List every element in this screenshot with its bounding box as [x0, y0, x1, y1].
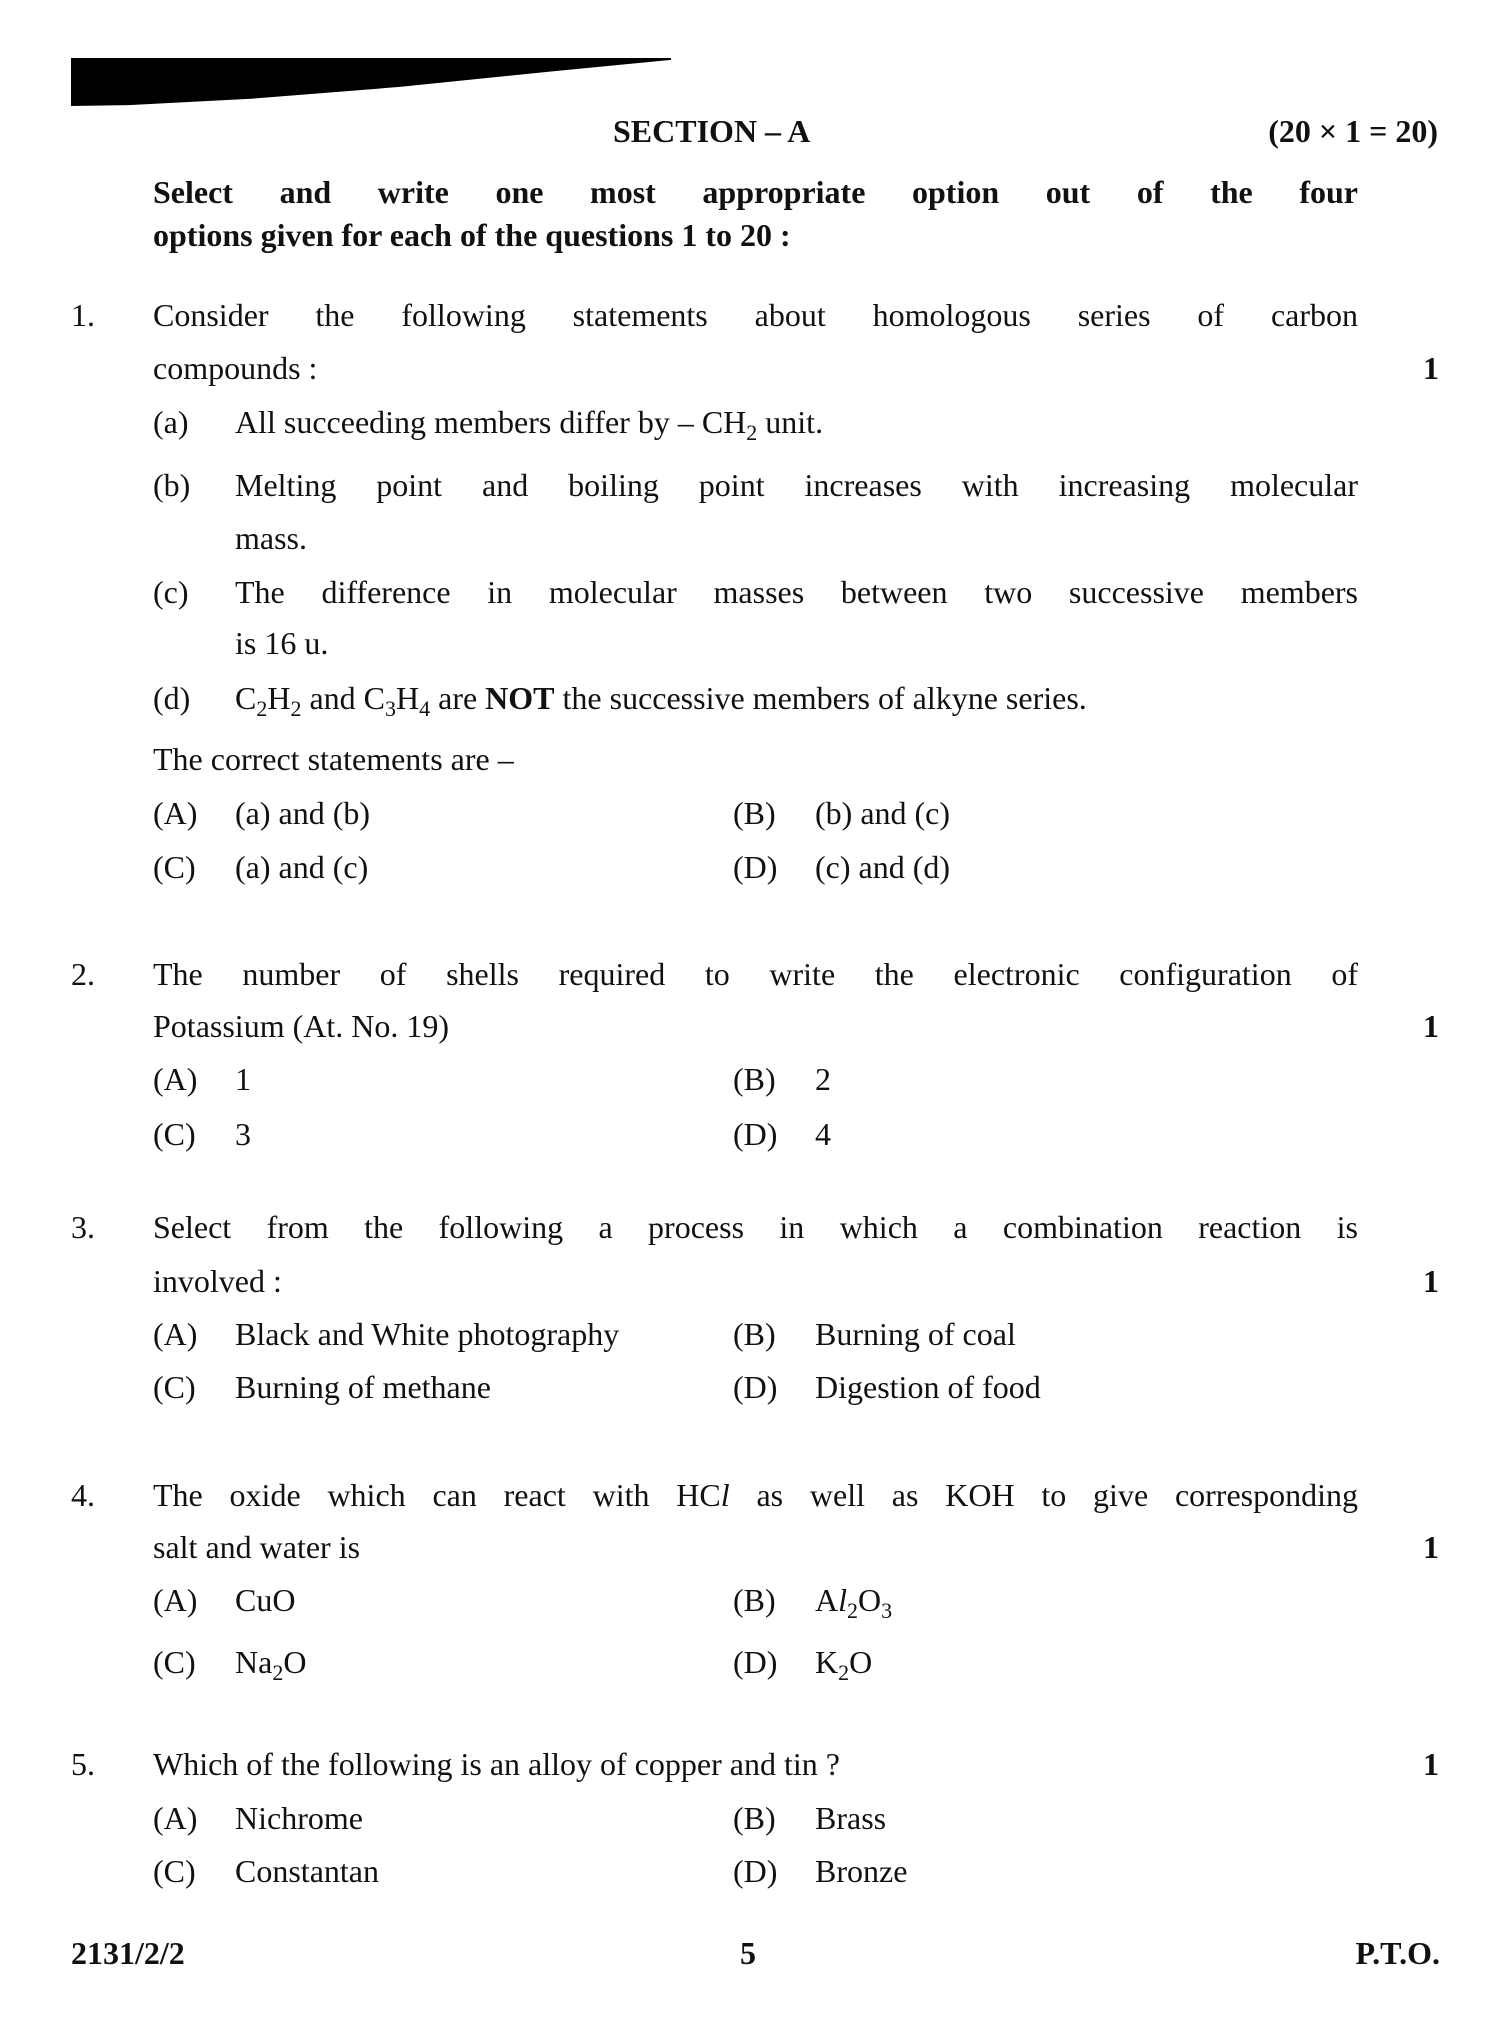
- option-d: (c) and (d): [815, 849, 951, 885]
- statement-d: [235, 678, 1087, 721]
- option-label: (C): [153, 1644, 196, 1680]
- option-b: (b) and (c): [815, 795, 951, 831]
- option-c: Constantan: [235, 1853, 379, 1889]
- option-label: (C): [153, 1853, 196, 1889]
- option-c: (a) and (c): [235, 849, 369, 885]
- section-title: SECTION – A: [613, 113, 811, 149]
- option-label: (D): [733, 1853, 778, 1889]
- question-number: 2.: [71, 956, 95, 992]
- option-a: CuO: [235, 1582, 296, 1618]
- subscript: 2: [746, 420, 758, 445]
- question-prompt: The correct statements are –: [153, 741, 514, 777]
- question-mark: 1: [1423, 350, 1439, 386]
- formula-text: O: [849, 1644, 873, 1680]
- statement-label: (b): [153, 467, 191, 503]
- option-label: (B): [733, 1800, 776, 1836]
- option-label: (C): [153, 1369, 196, 1405]
- question-mark: 1: [1423, 1746, 1439, 1782]
- question-stem-line-1: The number of shells required to write the electronic configuration of: [153, 956, 1358, 992]
- statement-text: All succeeding members differ by – CH: [235, 404, 747, 440]
- option-a: Black and White photography: [235, 1316, 620, 1352]
- option-label: (A): [153, 1800, 198, 1836]
- question-stem-line-1: [153, 1475, 1358, 1515]
- marks-scheme: (20 × 1 = 20): [1268, 113, 1438, 149]
- question-mark: 1: [1423, 1263, 1439, 1299]
- option-label: (A): [153, 1316, 198, 1352]
- option-label: (C): [153, 1116, 196, 1152]
- option-label: (B): [733, 1582, 776, 1618]
- option-c: Burning of methane: [235, 1369, 491, 1405]
- statement-text: the successive members of alkyne series.: [554, 680, 1087, 716]
- page-number: 5: [740, 1935, 756, 1971]
- formula-text: A: [815, 1582, 839, 1618]
- subscript: 3: [385, 696, 396, 721]
- redaction-bar: [71, 58, 671, 106]
- statement-c-line-2: is 16 u.: [235, 625, 329, 661]
- question-number: 4.: [71, 1477, 95, 1513]
- question-mark: 1: [1423, 1529, 1439, 1565]
- statement-b-line-1: Melting point and boiling point increases with increasing molecular: [235, 467, 1358, 503]
- option-c: 3: [235, 1116, 251, 1152]
- emphasis-not: NOT: [485, 680, 555, 716]
- formula-text: Na: [235, 1644, 273, 1680]
- formula-text: C: [235, 680, 257, 716]
- option-label: (C): [153, 849, 196, 885]
- stem-text: The oxide which can react with HC: [153, 1477, 721, 1513]
- subscript: 2: [272, 1660, 284, 1685]
- formula-text: and C: [301, 680, 385, 716]
- question-stem-line-1: Select from the following a process in which a combination reaction is: [153, 1209, 1358, 1245]
- statement-a: [235, 402, 824, 445]
- option-b: 2: [815, 1061, 831, 1097]
- statement-label: (a): [153, 404, 189, 440]
- question-stem-line-2: compounds :: [153, 350, 318, 386]
- formula-text: H: [267, 680, 291, 716]
- option-label: (B): [733, 1061, 776, 1097]
- instruction-line-2: options given for each of the questions 1 to 20 :: [153, 217, 791, 253]
- paper-code: 2131/2/2: [71, 1935, 185, 1971]
- italic-l: l: [838, 1582, 847, 1618]
- option-label: (D): [733, 1644, 778, 1680]
- option-c: [235, 1642, 307, 1685]
- statement-c-line-1: The difference in molecular masses between two successive members: [235, 574, 1358, 610]
- statement-label: (d): [153, 680, 191, 716]
- question-stem-line-2: involved :: [153, 1263, 282, 1299]
- option-b: Burning of coal: [815, 1316, 1016, 1352]
- question-number: 5.: [71, 1746, 95, 1782]
- option-label: (D): [733, 1369, 778, 1405]
- option-label: (D): [733, 849, 778, 885]
- subscript: 4: [419, 696, 431, 721]
- formula-text: O: [283, 1644, 307, 1680]
- italic-l: l: [720, 1477, 730, 1513]
- formula-text: K: [815, 1644, 839, 1680]
- statement-text: are: [430, 680, 486, 716]
- subscript: 2: [847, 1598, 858, 1623]
- option-label: (A): [153, 1582, 198, 1618]
- question-number: 3.: [71, 1209, 95, 1245]
- option-d: Digestion of food: [815, 1369, 1041, 1405]
- subscript: 2: [290, 696, 302, 721]
- subscript: 2: [838, 1660, 850, 1685]
- question-stem-line-1: Consider the following statements about homologous series of carbon: [153, 297, 1358, 333]
- option-d: Bronze: [815, 1853, 908, 1889]
- question-number: 1.: [71, 297, 95, 333]
- statement-text: unit.: [757, 404, 824, 440]
- subscript: 2: [256, 696, 268, 721]
- pto-label: P.T.O.: [1355, 1935, 1440, 1971]
- stem-text: as well as KOH to give corresponding: [729, 1477, 1359, 1513]
- option-b: [815, 1580, 893, 1623]
- option-label: (B): [733, 1316, 776, 1352]
- option-d: 4: [815, 1116, 831, 1152]
- question-mark: 1: [1423, 1008, 1439, 1044]
- statement-b-line-2: mass.: [235, 520, 307, 556]
- statement-label: (c): [153, 574, 189, 610]
- option-d: [815, 1642, 873, 1685]
- formula-text: O: [858, 1582, 882, 1618]
- option-label: (A): [153, 795, 198, 831]
- question-stem-line-2: Potassium (At. No. 19): [153, 1008, 449, 1044]
- option-a: 1: [235, 1061, 251, 1097]
- question-stem-line-1: Which of the following is an alloy of copper and tin ?: [153, 1746, 840, 1782]
- formula-text: H: [396, 680, 420, 716]
- option-label: (D): [733, 1116, 778, 1152]
- option-a: (a) and (b): [235, 795, 371, 831]
- option-b: Brass: [815, 1800, 887, 1836]
- option-a: Nichrome: [235, 1800, 363, 1836]
- question-stem-line-2: salt and water is: [153, 1529, 361, 1565]
- subscript: 3: [881, 1598, 893, 1623]
- instruction-line-1: Select and write one most appropriate option out of the four: [153, 174, 1358, 210]
- option-label: (B): [733, 795, 776, 831]
- option-label: (A): [153, 1061, 198, 1097]
